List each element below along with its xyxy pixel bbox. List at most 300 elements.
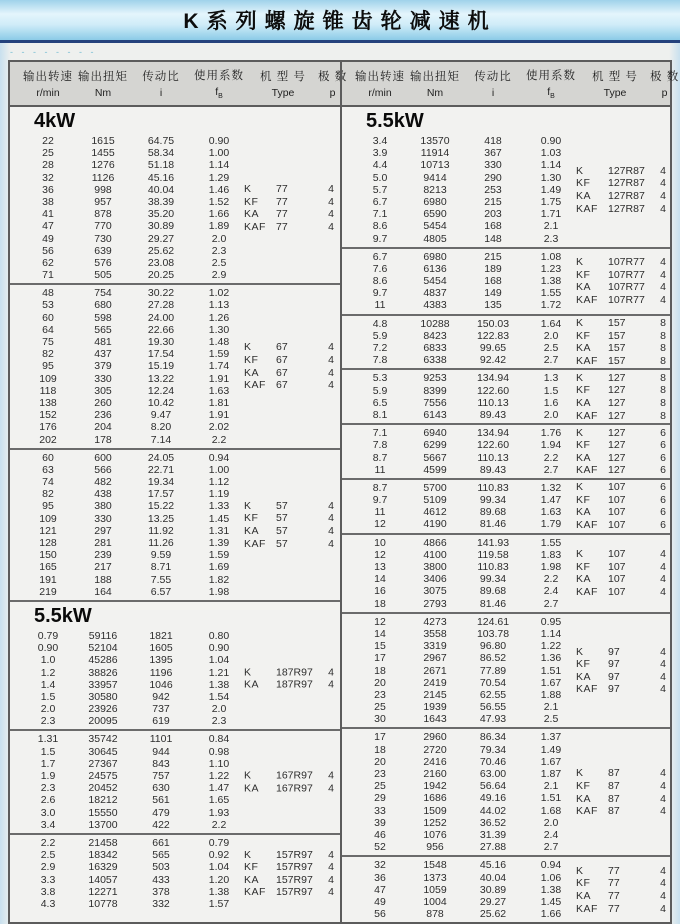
cell-output-speed: 3.3 xyxy=(40,873,56,886)
model-row xyxy=(576,561,666,574)
cell-ratio: 92.42 xyxy=(479,354,507,367)
cell-ratio: 134.94 xyxy=(476,427,510,440)
cell-ratio: 29.27 xyxy=(479,895,507,908)
cell-model-prefix: K xyxy=(244,666,252,679)
model-row xyxy=(576,494,666,507)
cell-ratio: 565 xyxy=(152,849,170,862)
cell-output-torque: 10778 xyxy=(88,897,118,910)
cell-model-size: 157 xyxy=(608,329,626,342)
cell-output-speed: 47 xyxy=(374,883,386,896)
cell-model-prefix: K xyxy=(576,481,584,494)
table-row xyxy=(10,703,340,715)
cell-ratio: 103.78 xyxy=(476,627,510,640)
model-row xyxy=(244,354,334,367)
cell-model-size: 127 xyxy=(608,426,626,439)
cell-output-torque: 16329 xyxy=(88,861,118,874)
cell-ratio: 15.22 xyxy=(147,500,175,513)
table-row xyxy=(10,488,340,500)
cell-service-factor: 1.32 xyxy=(540,481,562,494)
cell-model-prefix: K xyxy=(576,426,584,439)
cell-service-factor: 1.13 xyxy=(208,299,230,312)
table-row xyxy=(10,733,340,745)
cell-output-torque: 2145 xyxy=(423,688,447,701)
cell-output-torque: 1643 xyxy=(423,713,447,726)
cell-output-speed: 6.5 xyxy=(372,396,388,409)
column-header-label: 输出转速 xyxy=(355,71,405,83)
cell-ratio: 1196 xyxy=(149,666,173,679)
cell-service-factor: 1.74 xyxy=(208,360,230,373)
cell-service-factor: 1.3 xyxy=(543,372,559,385)
column-header-unit: i xyxy=(491,87,495,99)
cell-output-torque: 6980 xyxy=(423,250,447,263)
cell-output-speed: 7.2 xyxy=(372,342,388,354)
cell-ratio: 70.54 xyxy=(479,676,507,689)
model-row xyxy=(576,294,666,307)
cell-output-torque: 4190 xyxy=(423,518,447,531)
cell-output-speed: 5.3 xyxy=(372,372,388,385)
cell-model-size: 127 xyxy=(608,464,626,477)
cell-ratio: 124.61 xyxy=(476,615,510,628)
cell-model-size: 157R97 xyxy=(276,873,313,886)
cell-service-factor: 1.55 xyxy=(540,536,562,549)
cell-service-factor: 1.89 xyxy=(208,220,230,233)
model-row xyxy=(576,256,666,269)
cell-model-size: 57 xyxy=(276,524,288,537)
cell-poles: 4 xyxy=(660,560,666,573)
cell-poles: 8 xyxy=(660,409,666,422)
table-row xyxy=(10,397,340,409)
cell-ratio: 11.26 xyxy=(148,537,174,549)
cell-model-size: 67 xyxy=(276,379,288,392)
cell-output-torque: 5454 xyxy=(423,275,447,288)
spec-block xyxy=(10,133,340,283)
cell-service-factor: 1.68 xyxy=(540,804,562,817)
cell-output-speed: 11 xyxy=(374,506,386,519)
cell-ratio: 122.83 xyxy=(476,329,510,342)
cell-output-speed: 13 xyxy=(374,561,386,573)
cell-model-size: 127 xyxy=(608,384,626,397)
model-row xyxy=(244,512,334,525)
table-column-left xyxy=(10,107,340,922)
cell-output-torque: 754 xyxy=(94,287,112,300)
cell-service-factor: 1.02 xyxy=(208,287,230,300)
cell-ratio: 30.89 xyxy=(479,883,507,896)
cell-ratio: 79.34 xyxy=(479,743,507,756)
cell-ratio: 12.24 xyxy=(147,384,175,397)
cell-model-prefix: K xyxy=(244,499,252,512)
cell-output-speed: 10 xyxy=(374,536,386,549)
cell-model-prefix: K xyxy=(576,371,584,384)
column-header-output-torque xyxy=(74,68,132,99)
cell-output-torque: 5700 xyxy=(423,481,447,494)
cell-model-size: 107 xyxy=(608,518,626,531)
cell-output-speed: 25 xyxy=(374,701,386,714)
cell-ratio: 22.71 xyxy=(147,463,175,476)
cell-model-size: 77 xyxy=(276,208,288,221)
model-row xyxy=(576,409,666,422)
cell-output-torque: 59116 xyxy=(88,629,118,642)
table-body xyxy=(10,107,670,922)
cell-output-torque: 1509 xyxy=(423,804,447,817)
cell-service-factor: 1.10 xyxy=(208,757,230,770)
cell-model-prefix: KA xyxy=(244,208,260,221)
cell-service-factor: 1.52 xyxy=(208,195,230,208)
cell-ratio: 122.60 xyxy=(476,384,510,397)
cell-model-size: 97 xyxy=(608,645,620,658)
cell-ratio: 944 xyxy=(152,745,170,758)
cell-model-size: 127R87 xyxy=(608,189,645,202)
cell-ratio: 119.58 xyxy=(477,548,509,561)
cell-ratio: 23.08 xyxy=(147,256,175,269)
cell-model-size: 67 xyxy=(276,366,288,379)
cell-output-torque: 281 xyxy=(94,537,112,549)
cell-poles: 8 xyxy=(660,354,666,367)
cell-poles: 4 xyxy=(660,877,666,890)
cell-model-prefix: KAF xyxy=(576,902,598,915)
cell-output-speed: 2.3 xyxy=(40,782,56,795)
cell-model-prefix: KF xyxy=(576,493,591,506)
cell-output-speed: 2.5 xyxy=(40,849,56,862)
table-row xyxy=(10,172,340,184)
cell-output-speed: 48 xyxy=(42,287,54,300)
cell-output-speed: 47 xyxy=(42,220,54,233)
model-row xyxy=(576,202,666,215)
cell-output-speed: 52 xyxy=(374,841,386,854)
cell-output-speed: 0.90 xyxy=(37,642,59,655)
cell-output-speed: 71 xyxy=(42,269,54,282)
model-row xyxy=(576,372,666,385)
cell-ratio: 8.20 xyxy=(150,421,172,434)
cell-poles: 4 xyxy=(660,792,666,805)
cell-model-size: 77 xyxy=(608,877,620,890)
cell-model-prefix: KAF xyxy=(576,585,598,598)
cell-model-size: 87 xyxy=(608,779,620,792)
cell-output-speed: 2.0 xyxy=(40,703,56,716)
cell-model-prefix: KA xyxy=(576,189,592,202)
cell-ratio: 36.52 xyxy=(479,816,507,829)
cell-output-torque: 15550 xyxy=(88,806,118,819)
model-row xyxy=(244,874,334,887)
cell-model-size: 127 xyxy=(608,409,626,422)
cell-ratio: 24.05 xyxy=(147,451,175,464)
cell-poles: 4 xyxy=(328,848,334,861)
cell-output-speed: 3.0 xyxy=(40,806,56,819)
model-list xyxy=(576,317,666,367)
model-row xyxy=(244,886,334,899)
cell-output-speed: 109 xyxy=(39,512,57,525)
cell-service-factor: 1.87 xyxy=(540,768,562,780)
cell-service-factor: 1.59 xyxy=(208,348,230,361)
cell-service-factor: 0.84 xyxy=(208,733,230,746)
table-row xyxy=(10,819,340,831)
cell-model-prefix: KA xyxy=(576,670,592,683)
cell-ratio: 1046 xyxy=(149,678,173,691)
column-header-output-torque xyxy=(406,68,464,99)
cell-model-size: 57 xyxy=(276,512,288,525)
model-row xyxy=(576,426,666,439)
cell-ratio: 30.89 xyxy=(147,220,175,233)
cell-ratio: 17.54 xyxy=(147,348,175,361)
cell-ratio: 367 xyxy=(484,147,502,160)
cell-poles: 4 xyxy=(660,177,666,190)
cell-output-speed: 2.6 xyxy=(40,794,56,807)
table-row xyxy=(10,409,340,421)
model-row xyxy=(244,208,334,221)
cell-output-torque: 380 xyxy=(94,500,112,513)
cell-ratio: 168 xyxy=(484,275,502,288)
model-row xyxy=(576,506,666,519)
cell-output-speed: 20 xyxy=(374,676,386,689)
cell-output-speed: 18 xyxy=(374,664,386,677)
cell-ratio: 630 xyxy=(152,782,170,795)
table-row xyxy=(10,898,340,910)
table-row xyxy=(10,245,340,257)
cell-output-speed: 63 xyxy=(42,463,54,476)
cell-output-torque: 379 xyxy=(94,360,112,373)
column-header-label: 机 型 号 xyxy=(592,71,638,83)
cell-poles: 6 xyxy=(660,464,666,477)
cell-service-factor: 2.5 xyxy=(543,713,559,726)
cell-model-prefix: KF xyxy=(576,384,591,397)
cell-service-factor: 0.94 xyxy=(208,451,230,464)
column-header-output-speed xyxy=(22,68,74,99)
cell-ratio: 168 xyxy=(484,220,502,233)
cell-model-size: 77 xyxy=(276,182,288,195)
cell-output-torque: 1276 xyxy=(91,159,115,172)
cell-service-factor: 1.04 xyxy=(208,861,230,874)
cell-output-torque: 8213 xyxy=(423,183,447,196)
cell-output-torque: 38826 xyxy=(88,666,118,679)
cell-service-factor: 0.79 xyxy=(208,836,230,849)
column-header-unit: p xyxy=(329,87,336,99)
cell-output-torque: 2671 xyxy=(423,664,447,677)
spec-block xyxy=(342,314,670,369)
cell-output-speed: 62 xyxy=(42,256,54,269)
cell-output-torque: 878 xyxy=(94,208,112,221)
cell-output-torque: 1004 xyxy=(423,895,447,908)
power-section xyxy=(342,107,670,922)
cell-service-factor: 2.2 xyxy=(543,573,559,586)
cell-output-torque: 204 xyxy=(94,421,112,434)
cell-output-speed: 95 xyxy=(42,500,54,513)
cell-output-torque: 8423 xyxy=(423,329,447,342)
column-header-poles xyxy=(650,68,679,99)
table-row xyxy=(10,421,340,433)
cell-ratio: 99.65 xyxy=(479,342,507,354)
cell-ratio: 49.16 xyxy=(479,792,507,805)
cell-model-size: 77 xyxy=(276,195,288,208)
cell-output-speed: 1.9 xyxy=(40,770,56,782)
column-header-unit: Nm xyxy=(94,87,112,99)
model-list xyxy=(576,426,666,476)
spec-block xyxy=(342,612,670,728)
cell-poles: 4 xyxy=(328,366,334,379)
table-row xyxy=(10,287,340,299)
model-list xyxy=(576,645,666,695)
cell-output-speed: 7.1 xyxy=(372,208,388,221)
cell-output-speed: 15 xyxy=(374,640,386,653)
cell-service-factor: 2.7 xyxy=(543,597,559,610)
cell-ratio: 58.34 xyxy=(147,147,175,160)
header-half xyxy=(340,62,680,105)
model-row xyxy=(576,548,666,561)
cell-model-size: 157 xyxy=(608,316,626,329)
cell-output-torque: 2720 xyxy=(423,743,447,756)
cell-service-factor: 1.59 xyxy=(208,549,230,562)
column-header-label: 机 型 号 xyxy=(260,71,306,83)
cell-ratio: 44.02 xyxy=(479,804,507,817)
cell-output-speed: 49 xyxy=(374,895,386,908)
column-header-unit: i xyxy=(159,87,163,99)
cell-service-factor: 1.38 xyxy=(540,275,562,288)
cell-output-torque: 3800 xyxy=(423,561,447,573)
cell-service-factor: 1.14 xyxy=(540,627,562,640)
cell-service-factor: 2.4 xyxy=(543,828,559,841)
model-row xyxy=(576,177,666,190)
cell-service-factor: 1.64 xyxy=(540,317,562,330)
cell-poles: 4 xyxy=(660,548,666,560)
cell-output-speed: 0.79 xyxy=(37,629,59,642)
cell-ratio: 38.39 xyxy=(147,195,175,208)
cell-output-speed: 9.7 xyxy=(372,232,388,245)
cell-output-torque: 18342 xyxy=(88,849,118,862)
cell-service-factor: 1.83 xyxy=(540,548,562,561)
cell-ratio: 135 xyxy=(484,299,502,312)
table-row xyxy=(10,654,340,666)
model-list xyxy=(576,165,666,215)
cell-model-prefix: KF xyxy=(576,329,591,342)
cell-ratio: 81.46 xyxy=(479,597,507,610)
cell-poles: 4 xyxy=(660,293,666,306)
cell-output-speed: 2.3 xyxy=(40,715,56,728)
spec-table xyxy=(8,60,680,924)
cell-output-torque: 10288 xyxy=(420,317,450,330)
cell-output-speed: 1.5 xyxy=(40,690,56,703)
cell-ratio: 332 xyxy=(152,897,170,910)
cell-output-speed: 9.7 xyxy=(372,287,388,300)
cell-output-speed: 41 xyxy=(42,208,54,221)
cell-output-speed: 8.6 xyxy=(372,220,388,233)
cell-ratio: 330 xyxy=(484,159,502,172)
cell-service-factor: 2.9 xyxy=(211,269,227,282)
cell-output-torque: 878 xyxy=(426,908,444,921)
spec-block xyxy=(342,247,670,314)
model-row xyxy=(244,221,334,234)
cell-service-factor: 1.22 xyxy=(208,770,230,782)
cell-model-size: 187R97 xyxy=(276,678,313,691)
cell-model-prefix: KF xyxy=(576,779,591,792)
table-row xyxy=(342,731,670,743)
cell-output-speed: 4.8 xyxy=(372,317,388,330)
table-row xyxy=(10,476,340,488)
cell-ratio: 843 xyxy=(152,757,170,770)
model-row xyxy=(244,500,334,513)
cell-service-factor: 1.65 xyxy=(208,794,230,807)
cell-model-size: 97 xyxy=(608,658,620,670)
cell-output-torque: 217 xyxy=(94,561,112,574)
cell-model-size: 107 xyxy=(608,560,626,573)
cell-output-torque: 188 xyxy=(94,573,112,586)
cell-model-size: 107 xyxy=(608,585,626,598)
model-row xyxy=(244,861,334,874)
table-row xyxy=(10,630,340,642)
model-row xyxy=(244,679,334,692)
column-header-model xyxy=(580,68,650,99)
cell-poles: 6 xyxy=(660,481,666,494)
cell-poles: 4 xyxy=(328,512,334,525)
cell-poles: 8 xyxy=(660,396,666,409)
cell-service-factor: 1.39 xyxy=(208,537,230,549)
cell-output-torque: 956 xyxy=(426,841,444,854)
cell-poles: 4 xyxy=(328,666,334,679)
cell-output-torque: 6338 xyxy=(423,354,447,367)
cell-service-factor: 2.0 xyxy=(543,816,559,829)
cell-service-factor: 1.19 xyxy=(208,488,230,501)
cell-output-torque: 20095 xyxy=(88,715,118,728)
cell-service-factor: 1.12 xyxy=(208,476,230,489)
cell-model-prefix: KAF xyxy=(576,354,598,367)
cell-ratio: 86.34 xyxy=(479,731,507,744)
cell-model-prefix: KF xyxy=(244,860,259,873)
cell-output-speed: 75 xyxy=(42,336,54,348)
cell-poles: 6 xyxy=(660,518,666,531)
cell-output-speed: 36 xyxy=(42,183,54,196)
cell-model-size: 107 xyxy=(608,493,626,506)
cell-service-factor: 1.30 xyxy=(208,323,230,336)
cell-output-speed: 1.2 xyxy=(40,666,56,679)
cell-output-torque: 1455 xyxy=(91,147,115,160)
cell-service-factor: 2.0 xyxy=(543,329,559,342)
cell-output-speed: 109 xyxy=(39,372,57,385)
cell-output-torque: 482 xyxy=(94,476,112,489)
cell-service-factor: 1.00 xyxy=(208,463,230,476)
table-row xyxy=(10,464,340,476)
cell-service-factor: 2.0 xyxy=(543,408,559,421)
model-row xyxy=(576,805,666,818)
cell-service-factor: 1.08 xyxy=(540,250,562,263)
cell-service-factor: 1.36 xyxy=(540,652,562,665)
table-row xyxy=(10,147,340,159)
cell-ratio: 89.68 xyxy=(479,506,507,519)
model-row xyxy=(244,525,334,538)
cell-ratio: 15.19 xyxy=(147,360,175,373)
cell-output-speed: 219 xyxy=(39,585,57,598)
model-row xyxy=(576,573,666,586)
cell-service-factor: 2.3 xyxy=(211,715,227,728)
cell-output-torque: 4599 xyxy=(423,463,447,476)
cell-poles: 4 xyxy=(660,779,666,792)
cell-output-speed: 82 xyxy=(42,488,54,501)
table-row xyxy=(10,269,340,281)
power-section xyxy=(10,600,340,912)
cell-ratio: 19.34 xyxy=(147,476,175,489)
cell-ratio: 110.83 xyxy=(477,481,509,494)
model-row xyxy=(576,586,666,599)
spec-block xyxy=(10,448,340,600)
cell-model-size: 97 xyxy=(608,683,620,696)
power-section-heading: 5.5kW xyxy=(34,604,92,627)
cell-model-size: 57 xyxy=(276,537,288,550)
cell-output-speed: 95 xyxy=(42,360,54,373)
watermark: ‐ ‐ ‐ ‐ ‐ ‐ ‐ ‐ xyxy=(10,47,97,57)
cell-model-prefix: KF xyxy=(576,658,591,670)
cell-model-size: 77 xyxy=(608,889,620,902)
cell-service-factor: 1.63 xyxy=(208,384,230,397)
model-row xyxy=(244,537,334,550)
cell-model-size: 87 xyxy=(608,767,620,780)
cell-poles: 4 xyxy=(328,537,334,550)
table-row xyxy=(10,324,340,336)
